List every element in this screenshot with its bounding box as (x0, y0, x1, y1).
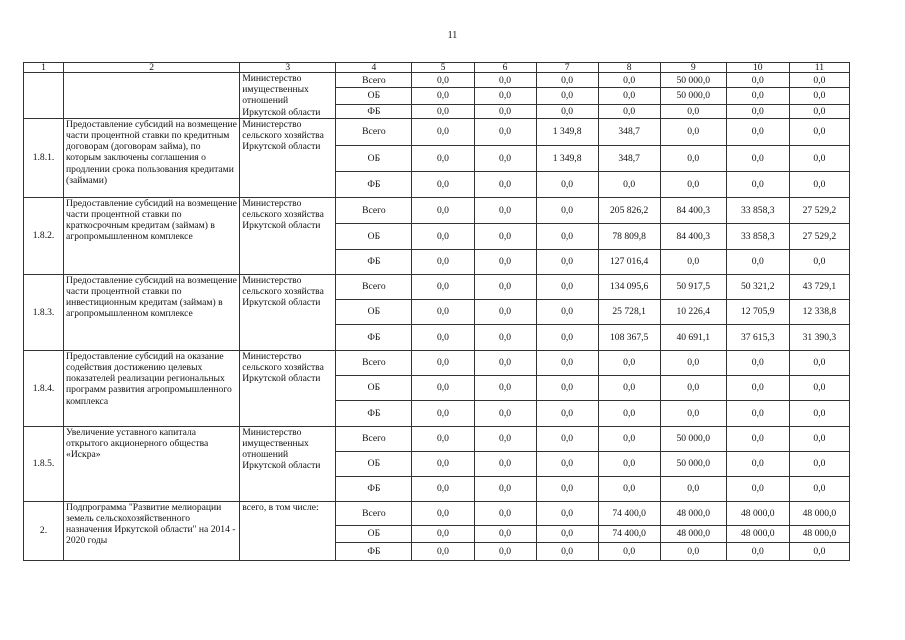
responsible-executor: Министерство сельского хозяйства Иркутской области (240, 197, 336, 274)
amount-cell: 0,0 (474, 542, 536, 560)
header-row (24, 63, 850, 73)
item-name: Предоставление субсидий на возмещение части процентной ставки по инвестиционным кредитам (займам) в агропромышленном комплексе (64, 274, 240, 350)
amount-cell: 0,0 (789, 73, 849, 88)
amount-cell: 0,0 (726, 88, 789, 104)
amount-cell: 0,0 (412, 400, 474, 426)
amount-cell: 127 016,4 (598, 249, 660, 274)
funding-source: ОБ (336, 223, 412, 249)
column-number: 6 (474, 63, 536, 73)
funding-source: Всего (336, 73, 412, 88)
amount-cell: 0,0 (412, 299, 474, 324)
funding-source: ФБ (336, 104, 412, 118)
amount-cell: 0,0 (789, 350, 849, 375)
item-number: 1.8.4. (24, 350, 64, 426)
amount-cell: 50 000,0 (660, 451, 726, 476)
responsible-executor: Министерство имущественных отношений Иркутской области (240, 426, 336, 501)
amount-cell: 27 529,2 (789, 223, 849, 249)
amount-cell: 50 917,5 (660, 274, 726, 299)
amount-cell: 0,0 (660, 476, 726, 501)
amount-cell: 0,0 (598, 350, 660, 375)
amount-cell: 0,0 (598, 426, 660, 451)
amount-cell: 0,0 (474, 350, 536, 375)
amount-cell: 12 338,8 (789, 299, 849, 324)
column-number: 11 (789, 63, 849, 73)
column-number: 1 (24, 63, 64, 73)
amount-cell: 0,0 (726, 426, 789, 451)
amount-cell: 0,0 (726, 145, 789, 171)
item-number: 1.8.2. (24, 197, 64, 274)
amount-cell: 1 349,8 (536, 118, 598, 145)
column-number: 4 (336, 63, 412, 73)
funding-source: ФБ (336, 400, 412, 426)
amount-cell: 0,0 (789, 145, 849, 171)
column-number: 3 (240, 63, 336, 73)
column-number: 7 (536, 63, 598, 73)
amount-cell: 50 000,0 (660, 73, 726, 88)
amount-cell: 0,0 (726, 542, 789, 560)
amount-cell: 0,0 (412, 324, 474, 350)
amount-cell: 40 691,1 (660, 324, 726, 350)
amount-cell: 0,0 (660, 171, 726, 197)
funding-source: ОБ (336, 525, 412, 542)
amount-cell: 0,0 (412, 73, 474, 88)
amount-cell: 0,0 (660, 400, 726, 426)
amount-cell: 0,0 (598, 171, 660, 197)
amount-cell: 33 858,3 (726, 223, 789, 249)
item-name (64, 73, 240, 119)
amount-cell: 27 529,2 (789, 197, 849, 223)
funding-source: Всего (336, 501, 412, 525)
amount-cell: 0,0 (598, 375, 660, 400)
amount-cell: 0,0 (789, 542, 849, 560)
item-name: Подпрограмма "Развитие мелиорации земель сельскохозяйственного назначения Иркутской области" на 2014 - 2020 годы (64, 501, 240, 560)
amount-cell: 0,0 (412, 426, 474, 451)
amount-cell: 0,0 (536, 274, 598, 299)
item-name: Предоставление субсидий на оказание содействия достижению целевых показателей реализации региональных программ развития агропромышленного комплекса (64, 350, 240, 426)
responsible-executor: Министерство сельского хозяйства Иркутской области (240, 274, 336, 350)
amount-cell: 0,0 (474, 400, 536, 426)
amount-cell: 0,0 (660, 249, 726, 274)
amount-cell: 0,0 (726, 73, 789, 88)
funding-source: ОБ (336, 375, 412, 400)
amount-cell: 0,0 (412, 88, 474, 104)
funding-source: ФБ (336, 249, 412, 274)
amount-cell: 25 728,1 (598, 299, 660, 324)
page-number: 11 (447, 30, 458, 41)
amount-cell: 0,0 (726, 400, 789, 426)
amount-cell: 0,0 (474, 451, 536, 476)
amount-cell: 33 858,3 (726, 197, 789, 223)
amount-cell: 0,0 (789, 171, 849, 197)
amount-cell: 0,0 (474, 525, 536, 542)
budget-table (23, 62, 850, 561)
funding-source: ОБ (336, 145, 412, 171)
item-name: Предоставление субсидий на возмещение части процентной ставки по краткосрочным кредитам (займам) в агропромышленном комплексе (64, 197, 240, 274)
amount-cell: 0,0 (536, 73, 598, 88)
table-row (24, 73, 850, 88)
column-number: 5 (412, 63, 474, 73)
amount-cell: 134 095,6 (598, 274, 660, 299)
amount-cell: 0,0 (789, 118, 849, 145)
amount-cell: 0,0 (536, 400, 598, 426)
amount-cell: 0,0 (726, 375, 789, 400)
table-row (24, 501, 850, 525)
amount-cell: 0,0 (536, 542, 598, 560)
amount-cell: 0,0 (412, 350, 474, 375)
amount-cell: 0,0 (536, 223, 598, 249)
amount-cell: 0,0 (474, 426, 536, 451)
funding-source: ФБ (336, 476, 412, 501)
amount-cell: 0,0 (598, 73, 660, 88)
amount-cell: 0,0 (474, 197, 536, 223)
amount-cell: 0,0 (412, 274, 474, 299)
amount-cell: 205 826,2 (598, 197, 660, 223)
amount-cell: 74 400,0 (598, 525, 660, 542)
amount-cell: 0,0 (474, 88, 536, 104)
column-number: 10 (726, 63, 789, 73)
amount-cell: 0,0 (536, 299, 598, 324)
amount-cell: 0,0 (536, 525, 598, 542)
amount-cell: 48 000,0 (660, 501, 726, 525)
amount-cell: 0,0 (536, 104, 598, 118)
amount-cell: 0,0 (726, 476, 789, 501)
amount-cell: 0,0 (412, 501, 474, 525)
funding-source: ОБ (336, 451, 412, 476)
amount-cell: 0,0 (726, 171, 789, 197)
amount-cell: 0,0 (474, 299, 536, 324)
amount-cell: 0,0 (789, 375, 849, 400)
amount-cell: 0,0 (536, 350, 598, 375)
amount-cell: 0,0 (598, 400, 660, 426)
amount-cell: 0,0 (412, 118, 474, 145)
amount-cell: 108 367,5 (598, 324, 660, 350)
amount-cell: 0,0 (412, 542, 474, 560)
amount-cell: 10 226,4 (660, 299, 726, 324)
funding-source: ОБ (336, 88, 412, 104)
amount-cell: 0,0 (474, 476, 536, 501)
amount-cell: 0,0 (474, 501, 536, 525)
funding-source: ФБ (336, 324, 412, 350)
amount-cell: 0,0 (660, 145, 726, 171)
amount-cell: 0,0 (726, 118, 789, 145)
amount-cell: 0,0 (536, 88, 598, 104)
column-number: 9 (660, 63, 726, 73)
amount-cell: 0,0 (412, 249, 474, 274)
amount-cell: 37 615,3 (726, 324, 789, 350)
responsible-executor: Министерство имущественных отношений Иркутской области (240, 73, 336, 119)
table-row (24, 426, 850, 451)
amount-cell: 0,0 (412, 525, 474, 542)
amount-cell: 0,0 (598, 542, 660, 560)
amount-cell: 0,0 (598, 104, 660, 118)
amount-cell: 0,0 (412, 104, 474, 118)
funding-source: ОБ (336, 299, 412, 324)
item-name: Предоставление субсидий на возмещение части процентной ставки по кредитным договорам (договорам займа), по которым заключены соглашения о продлении срока пользования кредитами (займами) (64, 118, 240, 197)
amount-cell: 0,0 (536, 171, 598, 197)
amount-cell: 0,0 (412, 145, 474, 171)
amount-cell: 0,0 (536, 197, 598, 223)
amount-cell: 348,7 (598, 118, 660, 145)
amount-cell: 0,0 (474, 118, 536, 145)
amount-cell: 0,0 (789, 400, 849, 426)
table-row (24, 350, 850, 375)
amount-cell: 0,0 (789, 476, 849, 501)
funding-source: Всего (336, 426, 412, 451)
amount-cell: 348,7 (598, 145, 660, 171)
amount-cell: 48 000,0 (726, 525, 789, 542)
amount-cell: 0,0 (660, 542, 726, 560)
amount-cell: 0,0 (412, 171, 474, 197)
amount-cell: 0,0 (474, 171, 536, 197)
amount-cell: 48 000,0 (789, 525, 849, 542)
amount-cell: 50 321,2 (726, 274, 789, 299)
column-number: 8 (598, 63, 660, 73)
amount-cell: 31 390,3 (789, 324, 849, 350)
amount-cell: 0,0 (536, 426, 598, 451)
amount-cell: 0,0 (536, 324, 598, 350)
item-number: 1.8.1. (24, 118, 64, 197)
amount-cell: 0,0 (789, 88, 849, 104)
responsible-executor: всего, в том числе: (240, 501, 336, 560)
amount-cell: 0,0 (412, 375, 474, 400)
table-row (24, 118, 850, 145)
amount-cell: 0,0 (474, 104, 536, 118)
amount-cell: 0,0 (789, 104, 849, 118)
item-number: 1.8.5. (24, 426, 64, 501)
amount-cell: 0,0 (536, 476, 598, 501)
funding-source: Всего (336, 274, 412, 299)
funding-source: ФБ (336, 171, 412, 197)
amount-cell: 0,0 (474, 324, 536, 350)
amount-cell: 0,0 (474, 249, 536, 274)
amount-cell: 0,0 (412, 476, 474, 501)
amount-cell: 43 729,1 (789, 274, 849, 299)
amount-cell: 48 000,0 (726, 501, 789, 525)
amount-cell: 0,0 (536, 451, 598, 476)
funding-source: ФБ (336, 542, 412, 560)
amount-cell: 50 000,0 (660, 88, 726, 104)
amount-cell: 0,0 (474, 145, 536, 171)
amount-cell: 0,0 (660, 118, 726, 145)
amount-cell: 0,0 (412, 197, 474, 223)
column-number: 2 (64, 63, 240, 73)
amount-cell: 0,0 (598, 476, 660, 501)
amount-cell: 0,0 (660, 104, 726, 118)
amount-cell: 0,0 (412, 223, 474, 249)
amount-cell: 0,0 (789, 249, 849, 274)
responsible-executor: Министерство сельского хозяйства Иркутской области (240, 118, 336, 197)
amount-cell: 0,0 (474, 274, 536, 299)
amount-cell: 50 000,0 (660, 426, 726, 451)
funding-source: Всего (336, 350, 412, 375)
table-row (24, 274, 850, 299)
amount-cell: 0,0 (789, 451, 849, 476)
amount-cell: 48 000,0 (660, 525, 726, 542)
table-row (24, 197, 850, 223)
amount-cell: 0,0 (598, 451, 660, 476)
amount-cell: 74 400,0 (598, 501, 660, 525)
responsible-executor: Министерство сельского хозяйства Иркутской области (240, 350, 336, 426)
item-number: 1.8.3. (24, 274, 64, 350)
funding-source: Всего (336, 197, 412, 223)
amount-cell: 0,0 (726, 350, 789, 375)
amount-cell: 0,0 (536, 501, 598, 525)
amount-cell: 0,0 (474, 73, 536, 88)
amount-cell: 78 809,8 (598, 223, 660, 249)
amount-cell: 12 705,9 (726, 299, 789, 324)
amount-cell: 48 000,0 (789, 501, 849, 525)
amount-cell: 0,0 (474, 223, 536, 249)
amount-cell: 0,0 (536, 249, 598, 274)
amount-cell: 0,0 (660, 375, 726, 400)
item-name: Увеличение уставного капитала открытого акционерного общества «Искра» (64, 426, 240, 501)
amount-cell: 0,0 (726, 104, 789, 118)
item-number (24, 73, 64, 119)
amount-cell: 0,0 (660, 350, 726, 375)
amount-cell: 0,0 (789, 426, 849, 451)
amount-cell: 84 400,3 (660, 223, 726, 249)
amount-cell: 84 400,3 (660, 197, 726, 223)
amount-cell: 0,0 (726, 451, 789, 476)
amount-cell: 0,0 (726, 249, 789, 274)
funding-source: Всего (336, 118, 412, 145)
amount-cell: 0,0 (598, 88, 660, 104)
amount-cell: 0,0 (536, 375, 598, 400)
amount-cell: 1 349,8 (536, 145, 598, 171)
amount-cell: 0,0 (412, 451, 474, 476)
item-number: 2. (24, 501, 64, 560)
amount-cell: 0,0 (474, 375, 536, 400)
